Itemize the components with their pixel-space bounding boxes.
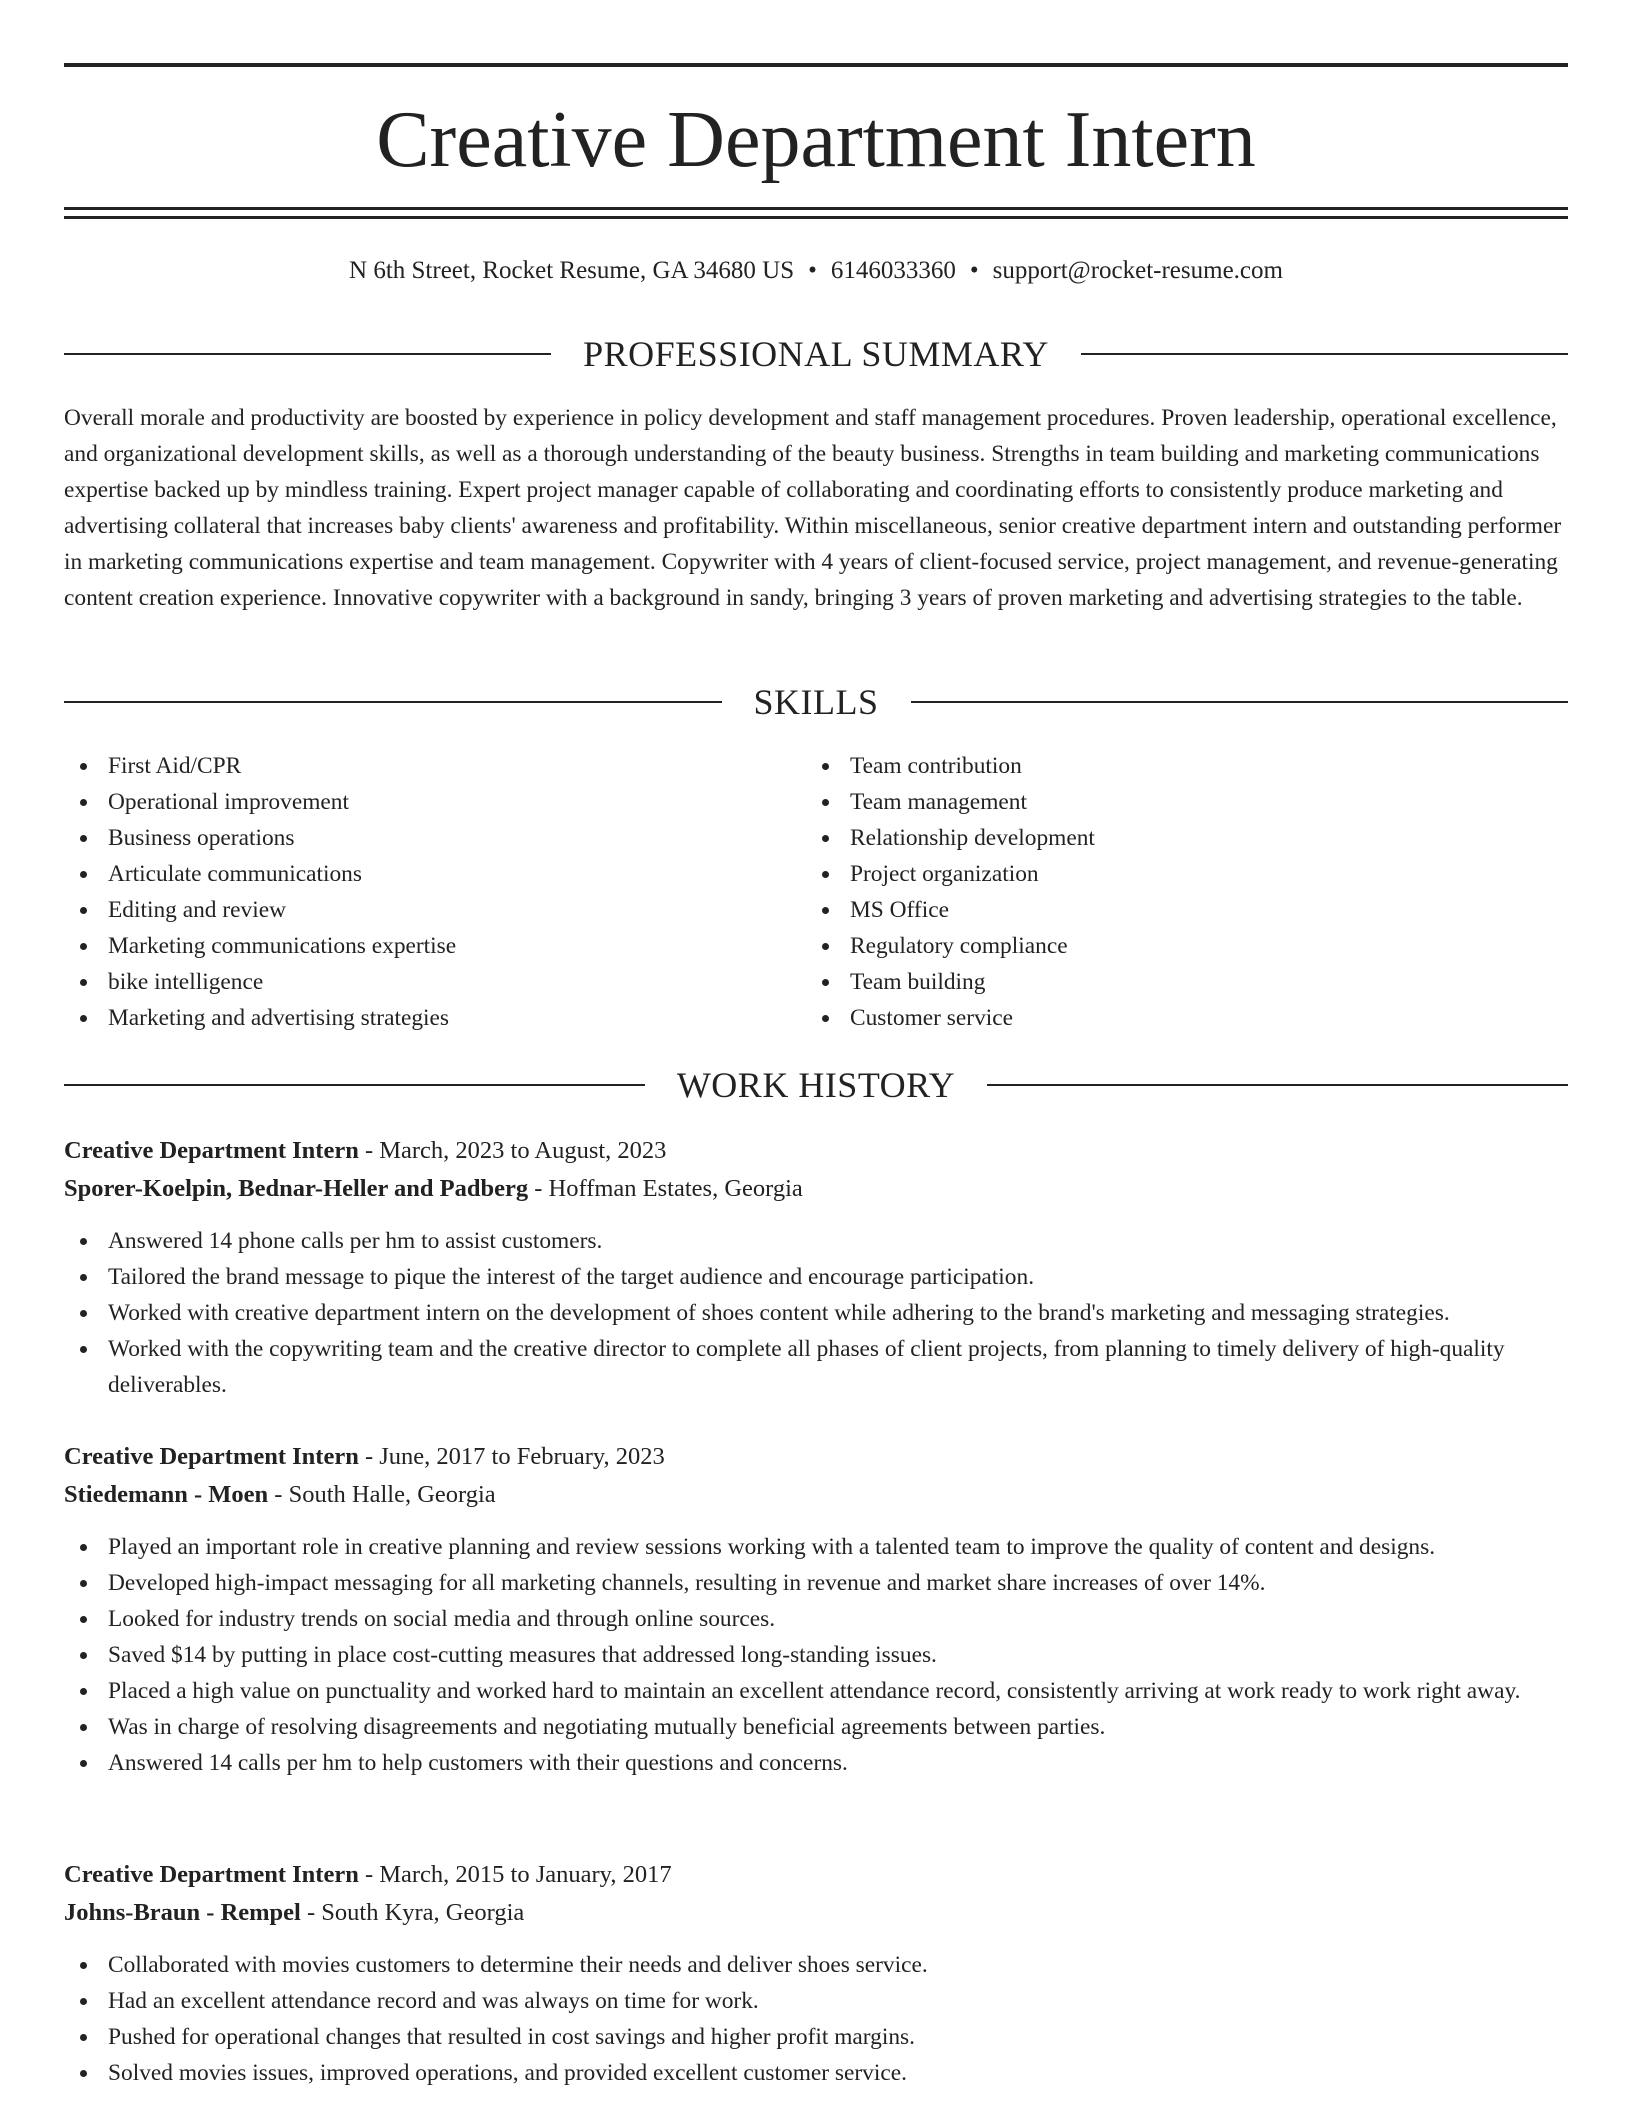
job-title: Creative Department Intern [64, 1443, 359, 1470]
job-bullet: Answered 14 calls per hm to help customers with their questions and concerns. [108, 1745, 1568, 1781]
heading-rule-right [1081, 353, 1568, 355]
contact-phone: 6146033360 [830, 257, 956, 284]
job-company: Stiedemann - Moen [64, 1481, 269, 1508]
job-bullets [64, 1947, 1568, 2091]
skills-heading-text: SKILLS [753, 682, 879, 722]
skill-item: Regulatory compliance [850, 928, 1548, 964]
heading-rule-right [987, 1084, 1568, 1086]
job-bullet: Played an important role in creative planning and review sessions working with a talented team to improve the quality of content and designs. [108, 1529, 1568, 1565]
summary-paragraph: Overall morale and productivity are boosted by experience in policy development and staff management procedures. Proven leadership, operational excellence, and organizational development skills, as well as a thorough understanding of the beauty business. Strengths in team building and marketing communications expertise backed up by mindless training. Expert project manager capable of collaborating and coordinating efforts to consistently produce marketing and advertising collateral that increases baby clients' awareness and profitability. Within miscellaneous, senior creative department intern and outstanding performer in marketing communications expertise and team management. Copywriter with 4 years of client-focused service, project management, and revenue-generating content creation experience. Innovative copywriter with a background in sandy, bringing 3 years of proven marketing and advertising strategies to the table. [64, 405, 1562, 611]
job-company: Sporer-Koelpin, Bednar-Heller and Padberg [64, 1175, 529, 1202]
work-heading-text: WORK HISTORY [676, 1065, 956, 1105]
job-bullet: Placed a high value on punctuality and worked hard to maintain an excellent attendance record, consistently arriving at work ready to work right away. [108, 1673, 1568, 1709]
header-top-rule [64, 63, 1568, 67]
skill-item: Customer service [850, 1000, 1548, 1036]
job-location: - South Halle, Georgia [268, 1481, 496, 1508]
contact-separator: • [969, 257, 979, 284]
heading-rule-left [64, 1084, 645, 1086]
job-company-line [64, 1894, 1568, 1932]
skill-item: First Aid/CPR [108, 748, 806, 784]
resume-name: Creative Department Intern [376, 96, 1256, 184]
skill-item: Editing and review [108, 892, 806, 928]
job-bullet: Looked for industry trends on social media and through online sources. [108, 1601, 1568, 1637]
job-bullets [64, 1529, 1568, 1781]
skill-item: Operational improvement [108, 784, 806, 820]
summary-section-heading [64, 334, 1568, 374]
skill-item: bike intelligence [108, 964, 806, 1000]
job-bullet: Collaborated with movies customers to determine their needs and deliver shoes service. [108, 1947, 1568, 1983]
job-company-line [64, 1476, 1568, 1514]
job-entry [64, 1856, 1568, 2091]
heading-rule-left [64, 701, 722, 703]
job-bullet: Saved $14 by putting in place cost-cutting measures that addressed long-standing issues. [108, 1637, 1568, 1673]
heading-rule-right [911, 701, 1569, 703]
skills-list-left [64, 748, 806, 1036]
skill-item: Relationship development [850, 820, 1548, 856]
skill-item: Team management [850, 784, 1548, 820]
heading-rule-left [64, 353, 551, 355]
skill-item: Articulate communications [108, 856, 806, 892]
job-bullet: Worked with the copywriting team and the creative director to complete all phases of client projects, from planning to timely delivery of high-quality deliverables. [108, 1331, 1568, 1403]
skills-list-right [806, 748, 1548, 1036]
job-bullets [64, 1223, 1568, 1403]
job-dates: - March, 2023 to August, 2023 [358, 1137, 667, 1164]
job-bullet: Had an excellent attendance record and was always on time for work. [108, 1983, 1568, 2019]
skill-item: Team building [850, 964, 1548, 1000]
skill-item: MS Office [850, 892, 1548, 928]
job-bullet: Answered 14 phone calls per hm to assist customers. [108, 1223, 1568, 1259]
job-title-line [64, 1438, 1568, 1476]
header-double-rule-lower [64, 216, 1568, 219]
job-company-line [64, 1170, 1568, 1208]
contact-line [64, 254, 1568, 288]
skills-section-heading [64, 682, 1568, 722]
job-bullet: Solved movies issues, improved operations, and provided excellent customer service. [108, 2055, 1568, 2091]
contact-separator: • [808, 257, 817, 284]
work-section-heading [64, 1065, 1568, 1105]
job-title-line [64, 1132, 1568, 1170]
skill-item: Project organization [850, 856, 1548, 892]
job-bullet: Developed high-impact messaging for all marketing channels, resulting in revenue and market share increases of over 14%. [108, 1565, 1568, 1601]
skill-item: Marketing and advertising strategies [108, 1000, 806, 1036]
job-entry [64, 1132, 1568, 1403]
job-bullet: Worked with creative department intern on the development of shoes content while adhering to the brand's marketing and messaging strategies. [108, 1295, 1568, 1331]
job-bullet: Tailored the brand message to pique the interest of the target audience and encourage participation. [108, 1259, 1568, 1295]
job-bullet: Was in charge of resolving disagreements and negotiating mutually beneficial agreements between parties. [108, 1709, 1568, 1745]
job-dates: - June, 2017 to February, 2023 [358, 1443, 665, 1470]
job-entry [64, 1438, 1568, 1781]
job-location: - Hoffman Estates, Georgia [528, 1175, 803, 1202]
job-location: - South Kyra, Georgia [300, 1899, 525, 1926]
skill-item: Business operations [108, 820, 806, 856]
job-title-line [64, 1856, 1568, 1894]
job-company: Johns-Braun - Rempel [64, 1899, 301, 1926]
job-title: Creative Department Intern [64, 1137, 359, 1164]
job-dates: - March, 2015 to January, 2017 [358, 1861, 672, 1888]
skill-item: Team contribution [850, 748, 1548, 784]
contact-email: support@rocket-resume.com [992, 257, 1283, 284]
contact-address: N 6th Street, Rocket Resume, GA 34680 US [349, 257, 795, 284]
job-bullet: Pushed for operational changes that resulted in cost savings and higher profit margins. [108, 2019, 1568, 2055]
skills-columns [64, 748, 1568, 1036]
header-double-rule-upper [64, 207, 1568, 210]
summary-heading-text: PROFESSIONAL SUMMARY [583, 334, 1049, 374]
skill-item: Marketing communications expertise [108, 928, 806, 964]
job-title: Creative Department Intern [64, 1861, 359, 1888]
